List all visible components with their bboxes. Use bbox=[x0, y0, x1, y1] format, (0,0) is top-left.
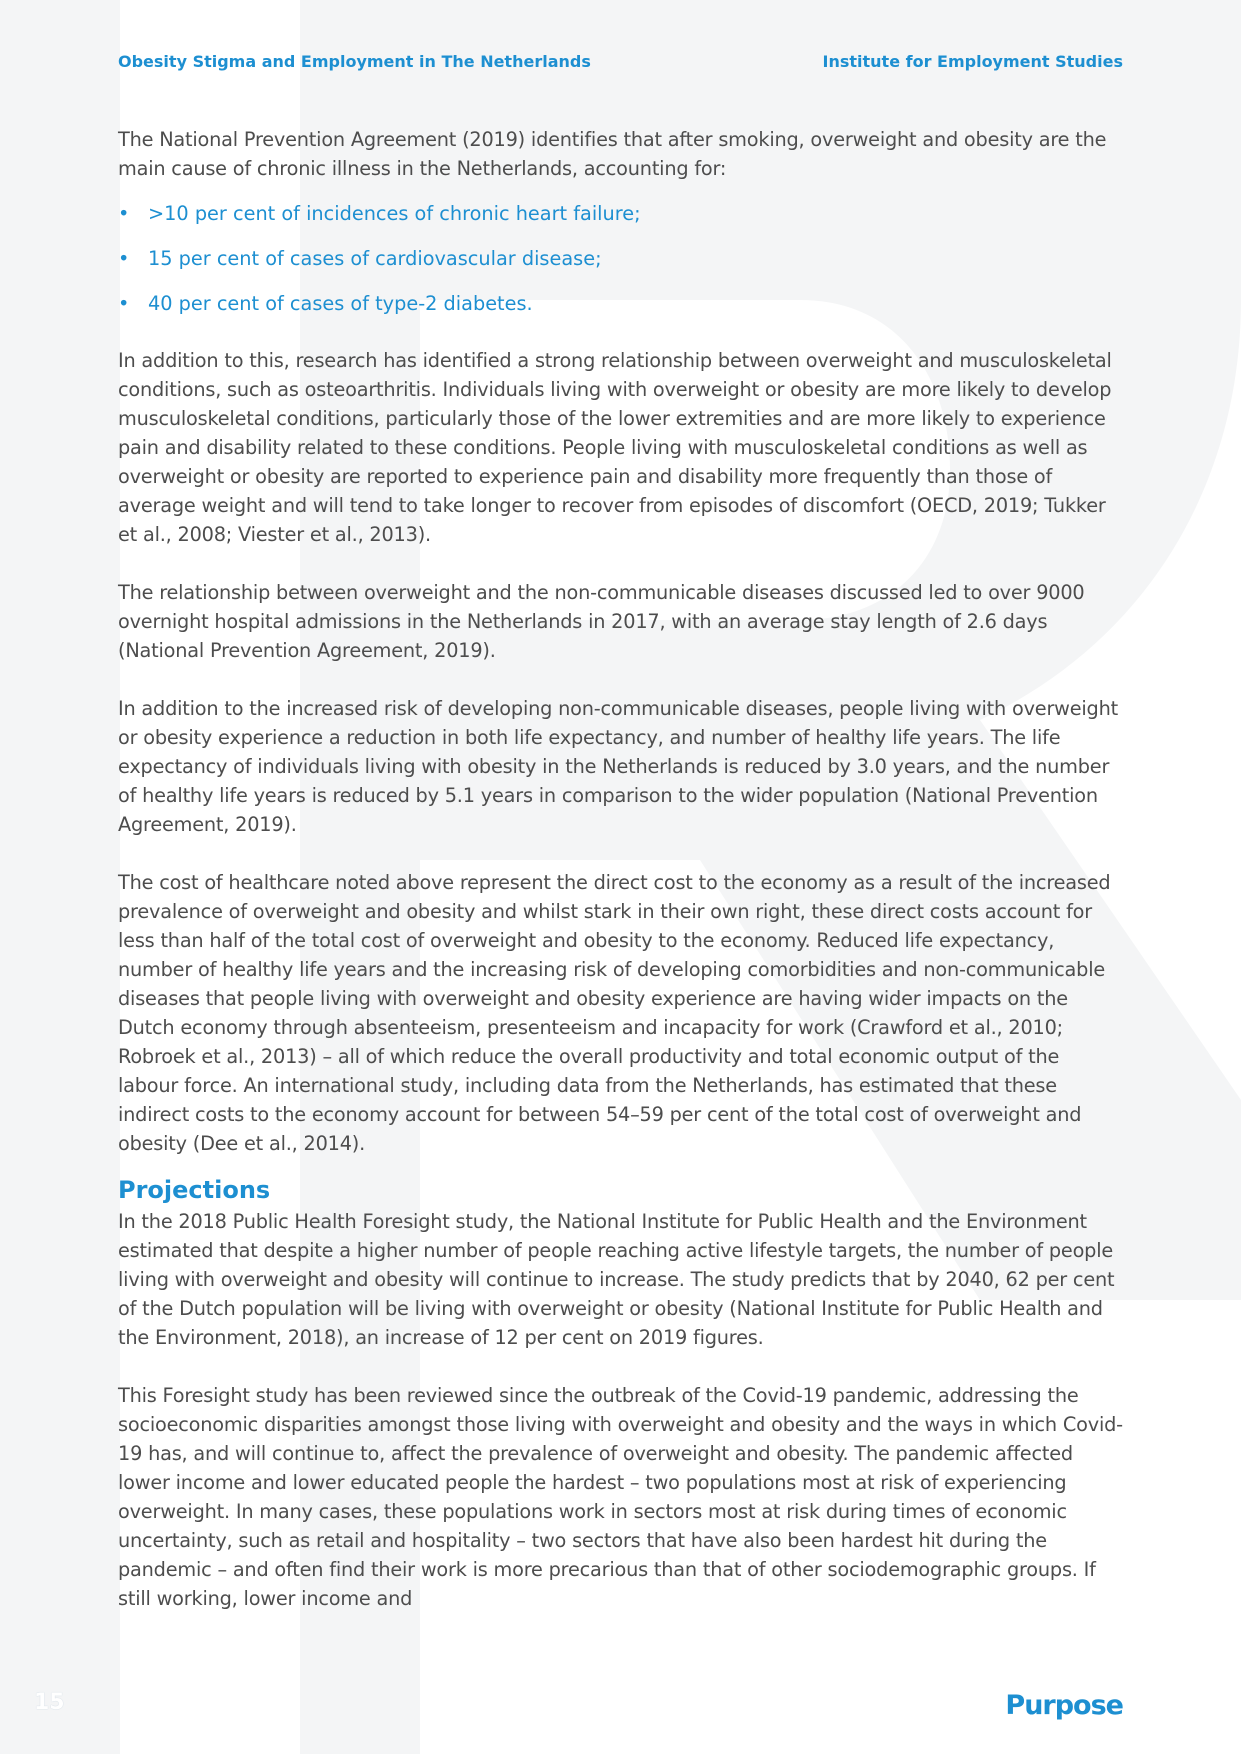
intro-paragraph: The National Prevention Agreement (2019) identifies that after smoking, overweight and obesity are the main cause of chronic illness in the Netherlands, accounting for: bbox=[118, 128, 1107, 180]
paragraph-covid-review: This Foresight study has been reviewed since the outbreak of the Covid-19 pandemic, addressing the socioeconomic disparities amongst those living with overweight and obesity and the ways in which Covid-19 has, and will continue to, affect the prevalence of overweight and obesity. The pandemic affected lower income and lower educated people the hardest – two populations most at risk of experiencing overweight. In many cases, these populations work in sectors most at risk during times of economic uncertainty, such as retail and hospitality – two sectors that have also been hardest hit during the pandemic – and often find their work is more precarious than that of other sociodemographic groups. If still working, lower income and bbox=[118, 1384, 1123, 1610]
page-number: 15 bbox=[34, 1690, 65, 1715]
list-item: • 40 per cent of cases of type-2 diabetes. bbox=[118, 289, 1123, 318]
paragraph-healthcare-cost: The cost of healthcare noted above represent the direct cost to the economy as a result of the increased prevalence of overweight and obesity and whilst stark in their own right, these direct costs account for less than half of the total cost of overweight and obesity to the economy. Reduced life expectancy, number of healthy life years and the increasing risk of developing comorbidities and non-communicable diseases that people living with overweight and obesity experience are having wider impacts on the Dutch economy through absenteeism, presenteeism and incapacity for work (Crawford et al., 2010; Robroek et al., 2013) – all of which reduce the overall productivity and total economic output of the labour force. An international study, including data from the Netherlands, has estimated that these indirect costs to the economy account for between 54–59 per cent of the total cost of overweight and obesity (Dee et al., 2014). bbox=[118, 871, 1111, 1155]
bullet-icon: • bbox=[118, 247, 130, 270]
paragraph-foresight-study: In the 2018 Public Health Foresight study, the National Institute for Public Health and the Environment estimated that despite a higher number of people reaching active lifestyle targets, the number of people living with overweight and obesity will continue to increase. The study predicts that by 2040, 62 per cent of the Dutch population will be living with overweight or obesity (National Institute for Public Health and the Environment, 2018), an increase of 12 per cent on 2019 figures. bbox=[118, 1210, 1115, 1349]
paragraph-musculoskeletal: In addition to this, research has identified a strong relationship between overweight and musculoskeletal conditions, such as osteoarthritis. Individuals living with overweight or obesity are more likely to develop musculoskeletal conditions, particularly those of the lower extremities and are more likely to experience pain and disability related to these conditions. People living with musculoskeletal conditions as well as overweight or obesity are reported to experience pain and disability more frequently than those of average weight and will tend to take longer to recover from episodes of discomfort (OECD, 2019; Tukker et al., 2008; Viester et al., 2013). bbox=[118, 349, 1112, 546]
list-item: • >10 per cent of incidences of chronic heart failure; bbox=[118, 199, 1123, 228]
paragraph-life-expectancy: In addition to the increased risk of developing non-communicable diseases, people living with overweight or obesity experience a reduction in both life expectancy, and number of healthy life years. The life expectancy of individuals living with obesity in the Netherlands is reduced by 3.0 years, and the number of healthy life years is reduced by 5.1 years in comparison to the wider population (National Prevention Agreement, 2019). bbox=[118, 697, 1118, 836]
section-heading-projections: Projections bbox=[118, 1176, 271, 1204]
purpose-logo: Purpose bbox=[1005, 1690, 1123, 1721]
header-organization: Institute for Employment Studies bbox=[822, 52, 1123, 71]
bullet-icon: • bbox=[118, 292, 130, 315]
paragraph-hospital-admissions: The relationship between overweight and the non-communicable diseases discussed led to over 9000 overnight hospital admissions in the Netherlands in 2017, with an average stay length of 2.6 days (National Prevention Agreement, 2019). bbox=[118, 581, 1085, 662]
bullet-list bbox=[118, 199, 1123, 318]
watermark-bar-left bbox=[0, 0, 120, 1754]
header-document-title: Obesity Stigma and Employment in The Netherlands bbox=[118, 52, 591, 71]
main-content bbox=[118, 125, 1123, 1642]
list-item: • 15 per cent of cases of cardiovascular disease; bbox=[118, 244, 1123, 273]
bullet-icon: • bbox=[118, 202, 130, 225]
